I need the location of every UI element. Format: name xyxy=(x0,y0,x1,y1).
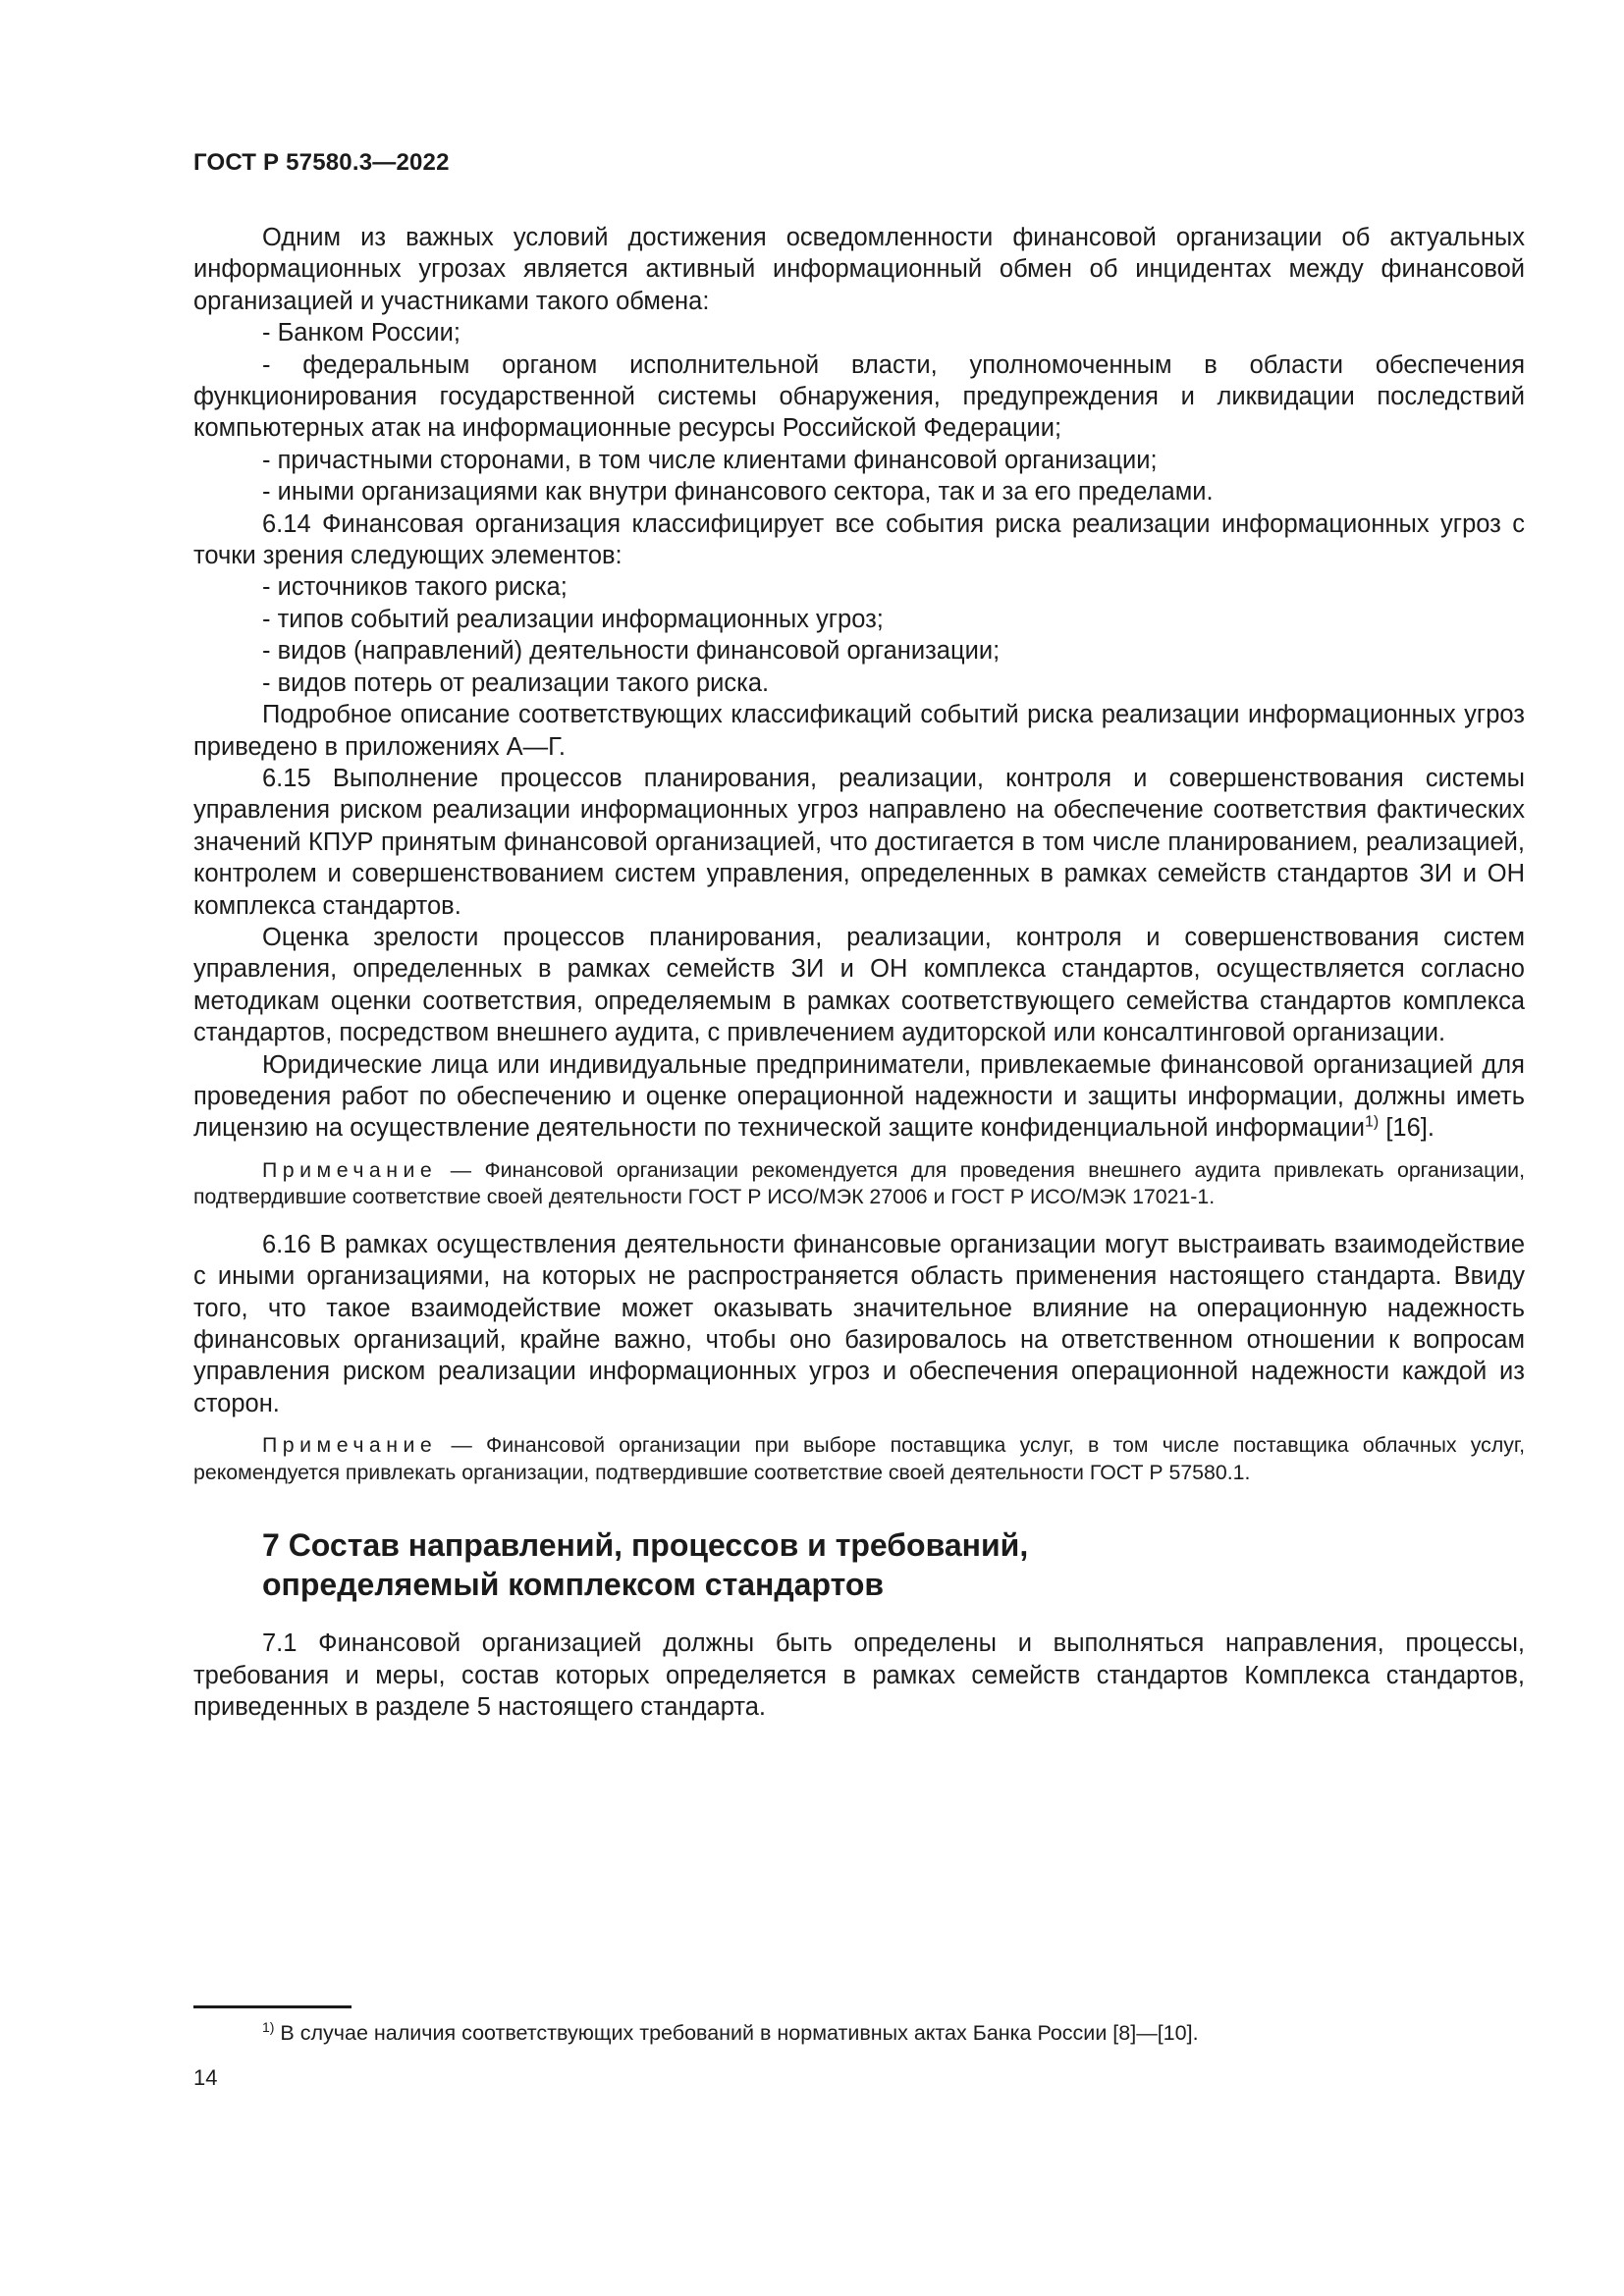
list-item: - причастными сторонами, в том числе клиентами финансовой организации; xyxy=(262,446,1158,474)
note-label: Примечание xyxy=(262,1157,438,1182)
footnote-divider xyxy=(193,2005,352,2008)
page-number: 14 xyxy=(193,2065,218,2090)
paragraph: Одним из важных условий достижения осведомленности финансовой организации об актуальных информационных угрозах является активный информационный обмен об инцидентах между финансовой организацией и участниками такого обмена: xyxy=(193,224,1525,315)
paragraph: Подробное описание соответствующих классификаций событий риска реализации информационных угроз приведено в приложениях А—Г. xyxy=(193,701,1525,761)
section-7-heading: 7 Состав направлений, процессов и требований, определяемый комплексом стандартов xyxy=(262,1527,1029,1603)
list-item: - федеральным органом исполнительной власти, уполномоченным в области обеспечения функционирования государственной системы обнаружения, предупреждения и ликвидации последствий компьютерных атак на информационные ресурсы Российской Федерации; xyxy=(193,350,1525,443)
paragraph-7-1: 7.1 Финансовой организацией должны быть определены и выполняться направления, процессы, требования и меры, состав которых определяется в рамках семейств стандартов Комплекса стандартов, приведенных в разделе 5 настоящего стандарта. xyxy=(193,1629,1525,1722)
list-item: - видов потерь от реализации такого риска. xyxy=(262,668,770,697)
paragraph-6-16: 6.16 В рамках осуществления деятельности финансовые организации могут выстраивать взаимодействие с иными организациями, на которых не распространяется область применения настоящего стандарта. Ввиду того, что такое взаимодействие может оказывать значительное влияние на операционную надежность финансовых организаций, крайне важно, чтобы оно базировалось на ответственном отношении к вопросам управления риском реализации информационных угроз и обеспечения операционной надежности каждой из сторон. xyxy=(193,1230,1525,1417)
footnote-marker: 1) xyxy=(262,2018,275,2035)
note-2 xyxy=(193,1432,1525,1486)
list-item: - видов (направлений) деятельности финансовой организации; xyxy=(262,637,1001,666)
note-text: — Финансовой организации рекомендуется для проведения внешнего аудита привлекать организации, подтвердившие соответствие своей деятельности ГОСТ Р ИСО/МЭК 27006 и ГОСТ Р ИСО/МЭК 17021-1. xyxy=(193,1157,1525,1209)
list-item: - типов событий реализации информационных угроз; xyxy=(262,605,884,633)
paragraph-6-14: 6.14 Финансовая организация классифицирует все события риска реализации информационных угроз с точки зрения следующих элементов: xyxy=(193,509,1525,570)
note-label: Примечание xyxy=(262,1433,438,1458)
paragraph: Оценка зрелости процессов планирования, реализации, контроля и совершенствования систем управления, определенных в рамках семейств ЗИ и ОН комплекса стандартов, осуществляется согласно методикам оценки соответствия, определяемым в рамках соответствующего семейства стандартов комплекса стандартов, посредством внешнего аудита, с привлечением аудиторской или консалтинговой организации. xyxy=(193,923,1525,1047)
document-code-header: ГОСТ Р 57580.3—2022 xyxy=(193,149,450,176)
paragraph-text: Юридические лица или индивидуальные предприниматели, привлекаемые финансовой организацией для проведения работ по обеспечению и оценке операционной надежности и защиты информации, должны иметь лицензию на осуществление деятельности по технической защите конфиденциальной информации xyxy=(193,1050,1525,1143)
footnote-text: В случае наличия соответствующих требований в нормативных актах Банка России [8]—[10]. xyxy=(274,2021,1199,2045)
footnote-ref: 1) xyxy=(1365,1113,1380,1131)
citation: [16]. xyxy=(1379,1114,1435,1143)
document-body xyxy=(193,222,1525,1723)
footnote xyxy=(262,2019,1199,2047)
paragraph-6-15: 6.15 Выполнение процессов планирования, реализации, контроля и совершенствования системы управления риском реализации информационных угроз направлено на обеспечение соответствия фактических значений КПУР принятым финансовой организацией, что достигается в том числе планированием, реализацией, контролем и совершенствованием систем управления, определенных в рамках семейств стандартов ЗИ и ОН комплекса стандартов. xyxy=(193,764,1525,920)
note-text: — Финансовой организации при выборе поставщика услуг, в том числе поставщика облачных услуг, рекомендуется привлекать организации, подтвердившие соответствие своей деятельности ГОСТ Р 57580.1. xyxy=(193,1433,1525,1484)
list-item: - источников такого риска; xyxy=(262,573,568,602)
paragraph-license xyxy=(193,1049,1525,1145)
list-item: - иными организациями как внутри финансового сектора, так и за его пределами. xyxy=(262,478,1214,507)
note-1 xyxy=(193,1157,1525,1211)
list-item: - Банком России; xyxy=(262,319,460,347)
